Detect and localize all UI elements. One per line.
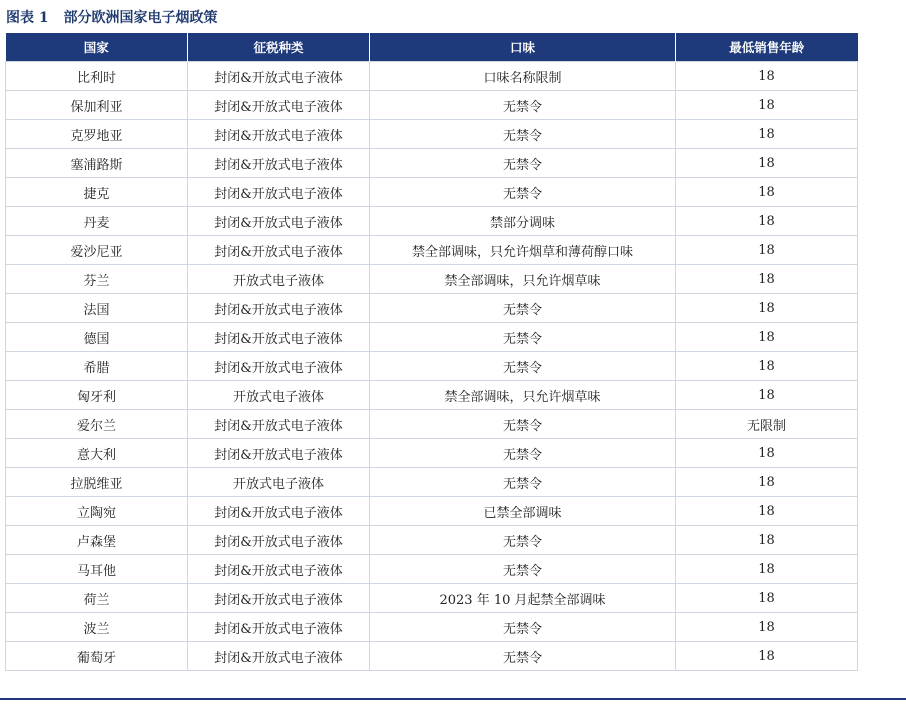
- cell-flavor: 无禁令: [370, 91, 676, 120]
- policy-table: [5, 33, 858, 671]
- cell-country: 爱沙尼亚: [6, 236, 188, 265]
- header-min-age: 最低销售年龄: [676, 33, 858, 62]
- cell-min-age: 18: [676, 584, 858, 613]
- table-row: [6, 62, 858, 91]
- cell-min-age: 18: [676, 439, 858, 468]
- table-row: [6, 468, 858, 497]
- cell-flavor: 无禁令: [370, 555, 676, 584]
- table-row: [6, 120, 858, 149]
- cell-min-age: 18: [676, 149, 858, 178]
- cell-tax-type: 封闭&开放式电子液体: [188, 91, 370, 120]
- caption-number: 图表 1: [6, 10, 49, 26]
- cell-country: 葡萄牙: [6, 642, 188, 671]
- cell-min-age: 18: [676, 642, 858, 671]
- table-row: [6, 149, 858, 178]
- cell-min-age: 18: [676, 62, 858, 91]
- cell-country: 拉脱维亚: [6, 468, 188, 497]
- cell-country: 克罗地亚: [6, 120, 188, 149]
- header-country: 国家: [6, 33, 188, 62]
- cell-flavor: 禁部分调味: [370, 207, 676, 236]
- cell-tax-type: 封闭&开放式电子液体: [188, 62, 370, 91]
- cell-min-age: 18: [676, 613, 858, 642]
- table-row: [6, 613, 858, 642]
- table-row: [6, 91, 858, 120]
- table-row: [6, 352, 858, 381]
- cell-country: 荷兰: [6, 584, 188, 613]
- cell-flavor: 无禁令: [370, 294, 676, 323]
- cell-flavor: 无禁令: [370, 178, 676, 207]
- cell-min-age: 18: [676, 526, 858, 555]
- table-row: [6, 526, 858, 555]
- cell-min-age: 18: [676, 207, 858, 236]
- cell-country: 捷克: [6, 178, 188, 207]
- cell-tax-type: 封闭&开放式电子液体: [188, 613, 370, 642]
- cell-flavor: 已禁全部调味: [370, 497, 676, 526]
- cell-tax-type: 封闭&开放式电子液体: [188, 236, 370, 265]
- cell-tax-type: 开放式电子液体: [188, 468, 370, 497]
- cell-min-age: 18: [676, 178, 858, 207]
- cell-flavor: 无禁令: [370, 642, 676, 671]
- cell-tax-type: 封闭&开放式电子液体: [188, 439, 370, 468]
- table-row: [6, 555, 858, 584]
- cell-flavor: 口味名称限制: [370, 62, 676, 91]
- table-row: [6, 381, 858, 410]
- cell-country: 爱尔兰: [6, 410, 188, 439]
- header-tax-type: 征税种类: [188, 33, 370, 62]
- cell-min-age: 18: [676, 91, 858, 120]
- cell-tax-type: 封闭&开放式电子液体: [188, 584, 370, 613]
- table-row: [6, 294, 858, 323]
- cell-min-age: 18: [676, 555, 858, 584]
- cell-tax-type: 封闭&开放式电子液体: [188, 294, 370, 323]
- cell-min-age: 18: [676, 120, 858, 149]
- cell-tax-type: 封闭&开放式电子液体: [188, 497, 370, 526]
- table-row: [6, 265, 858, 294]
- cell-flavor: 2023 年 10 月起禁全部调味: [370, 584, 676, 613]
- table-row: [6, 642, 858, 671]
- cell-country: 丹麦: [6, 207, 188, 236]
- table-body: [6, 62, 858, 671]
- cell-flavor: 无禁令: [370, 120, 676, 149]
- cell-tax-type: 封闭&开放式电子液体: [188, 149, 370, 178]
- cell-country: 比利时: [6, 62, 188, 91]
- table-row: [6, 236, 858, 265]
- footer-divider: [0, 698, 906, 700]
- cell-country: 塞浦路斯: [6, 149, 188, 178]
- cell-flavor: 无禁令: [370, 613, 676, 642]
- cell-country: 匈牙利: [6, 381, 188, 410]
- cell-flavor: 无禁令: [370, 352, 676, 381]
- cell-min-age: 18: [676, 497, 858, 526]
- table-row: [6, 207, 858, 236]
- cell-country: 马耳他: [6, 555, 188, 584]
- cell-country: 意大利: [6, 439, 188, 468]
- cell-tax-type: 开放式电子液体: [188, 265, 370, 294]
- table-row: [6, 439, 858, 468]
- cell-min-age: 18: [676, 323, 858, 352]
- cell-tax-type: 封闭&开放式电子液体: [188, 178, 370, 207]
- cell-country: 卢森堡: [6, 526, 188, 555]
- cell-country: 芬兰: [6, 265, 188, 294]
- cell-tax-type: 封闭&开放式电子液体: [188, 352, 370, 381]
- cell-country: 法国: [6, 294, 188, 323]
- cell-min-age: 18: [676, 381, 858, 410]
- table-row: [6, 323, 858, 352]
- cell-tax-type: 封闭&开放式电子液体: [188, 526, 370, 555]
- cell-country: 保加利亚: [6, 91, 188, 120]
- cell-flavor: 禁全部调味，只允许烟草味: [370, 381, 676, 410]
- cell-min-age: 18: [676, 265, 858, 294]
- table-row: [6, 410, 858, 439]
- cell-tax-type: 封闭&开放式电子液体: [188, 207, 370, 236]
- cell-flavor: 禁全部调味，只允许烟草味: [370, 265, 676, 294]
- cell-flavor: 无禁令: [370, 323, 676, 352]
- cell-flavor: 无禁令: [370, 410, 676, 439]
- cell-min-age: 无限制: [676, 410, 858, 439]
- cell-min-age: 18: [676, 352, 858, 381]
- cell-flavor: 无禁令: [370, 439, 676, 468]
- table-caption: [6, 8, 218, 28]
- cell-min-age: 18: [676, 468, 858, 497]
- header-row: [6, 33, 858, 62]
- cell-country: 希腊: [6, 352, 188, 381]
- cell-min-age: 18: [676, 236, 858, 265]
- cell-flavor: 禁全部调味，只允许烟草和薄荷醇口味: [370, 236, 676, 265]
- cell-tax-type: 开放式电子液体: [188, 381, 370, 410]
- cell-flavor: 无禁令: [370, 468, 676, 497]
- table-row: [6, 584, 858, 613]
- cell-tax-type: 封闭&开放式电子液体: [188, 410, 370, 439]
- caption-title: 部分欧洲国家电子烟政策: [63, 10, 218, 26]
- cell-tax-type: 封闭&开放式电子液体: [188, 323, 370, 352]
- header-flavor: 口味: [370, 33, 676, 62]
- table-row: [6, 178, 858, 207]
- cell-flavor: 无禁令: [370, 526, 676, 555]
- cell-country: 波兰: [6, 613, 188, 642]
- cell-tax-type: 封闭&开放式电子液体: [188, 120, 370, 149]
- cell-tax-type: 封闭&开放式电子液体: [188, 555, 370, 584]
- table-row: [6, 497, 858, 526]
- cell-min-age: 18: [676, 294, 858, 323]
- cell-country: 德国: [6, 323, 188, 352]
- cell-country: 立陶宛: [6, 497, 188, 526]
- table-header: [6, 33, 858, 62]
- cell-flavor: 无禁令: [370, 149, 676, 178]
- cell-tax-type: 封闭&开放式电子液体: [188, 642, 370, 671]
